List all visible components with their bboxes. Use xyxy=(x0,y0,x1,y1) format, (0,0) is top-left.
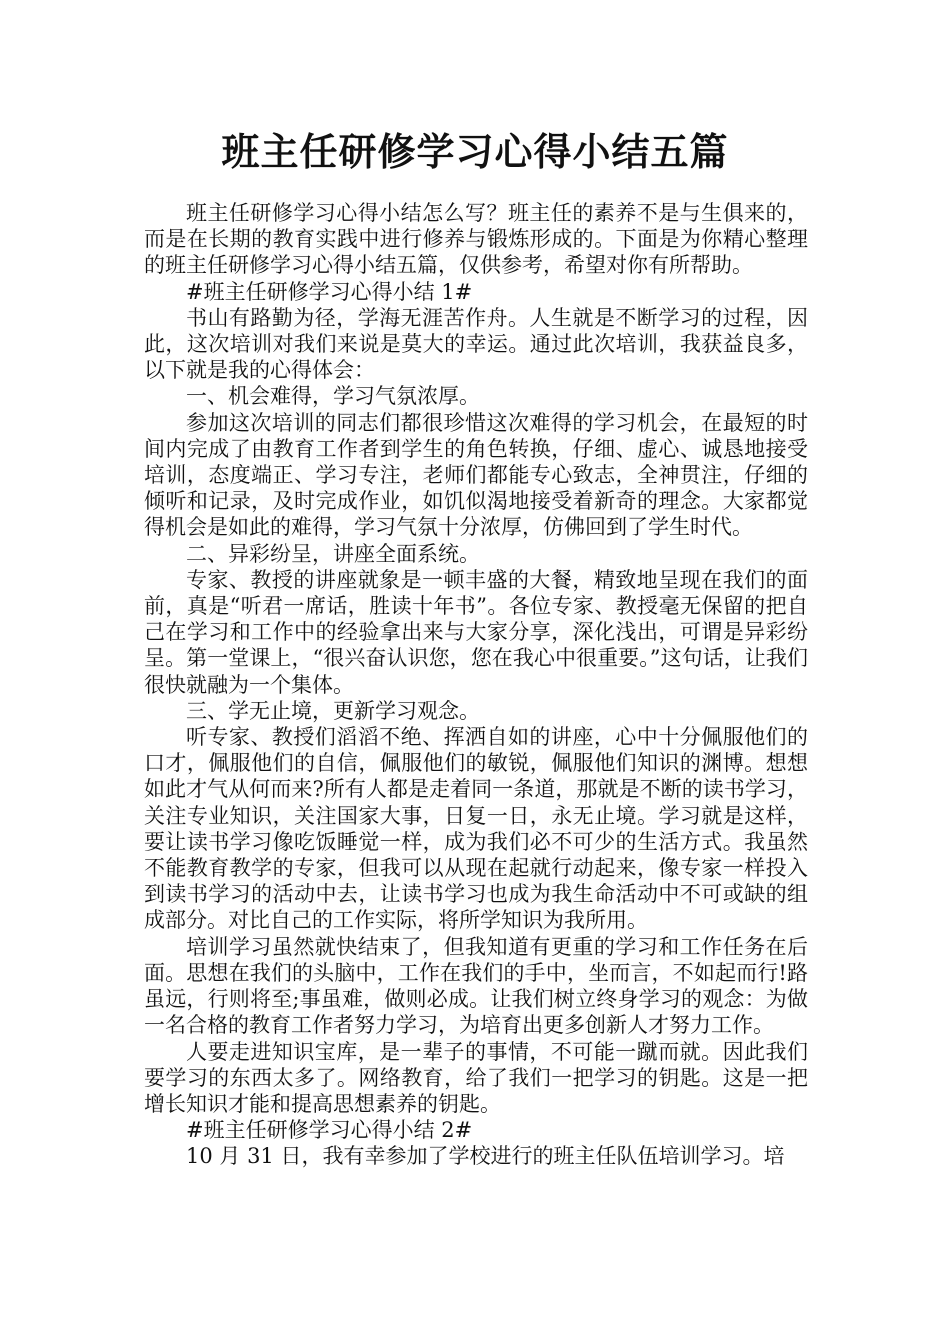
section-heading-1: #班主任研修学习心得小结 1# xyxy=(186,279,473,304)
paragraph: 10 月 31 日，我有幸参加了学校进行的班主任队伍培训学习。培 xyxy=(186,1144,785,1169)
intro-paragraph: 班主任研修学习心得小结怎么写？班主任的素养不是与生俱来的，而是在长期的教育实践中进行修养与锻炼形成的。下面是为你精心整理的班主任研修学习心得小结五篇，仅供参考，希望对你有所帮助。 xyxy=(144,201,808,278)
paragraph: 听专家、教授们滔滔不绝、挥洒自如的讲座，心中十分佩服他们的口才，佩服他们的自信，佩服他们的敏锐，佩服他们知识的渊博。想想如此才气从何而来?所有人都是走着同一条道，那就是不断的读书学习，关注专业知识，关注国家大事，日复一日，永无止境。学习就是这样，要让读书学习像吃饭睡觉一样，成为我们必不可少的生活方式。我虽然不能教育教学的专家，但我可以从现在起就行动起来，像专家一样投入到读书学习的活动中去，让读书学习也成为我生命活动中不可或缺的组成部分。对比自己的工作实际，将所学知识为我所用。 xyxy=(144,725,808,933)
section-heading-2: #班主任研修学习心得小结 2# xyxy=(186,1118,473,1143)
paragraph: 参加这次培训的同志们都很珍惜这次难得的学习机会，在最短的时间内完成了由教育工作者到学生的角色转换，仔细、虚心、诚恳地接受培训，态度端正、学习专注，老师们都能专心致志，全神贯注，仔细的倾听和记录，及时完成作业，如饥似渴地接受着新奇的理念。大家都觉得机会是如此的难得，学习气氛十分浓厚，仿佛回到了学生时代。 xyxy=(144,410,808,540)
paragraph: 人要走进知识宝库，是一辈子的事情，不可能一蹴而就。因此我们要学习的东西太多了。网络教育，给了我们一把学习的钥匙。这是一把增长知识才能和提高思想素养的钥匙。 xyxy=(144,1039,808,1116)
paragraph: 书山有路勤为径，学海无涯苦作舟。人生就是不断学习的过程，因此，这次培训对我们来说是莫大的幸运。通过此次培训，我获益良多，以下就是我的心得体会： xyxy=(144,305,808,383)
document-body xyxy=(144,200,808,1170)
document-title: 班主任研修学习心得小结五篇 xyxy=(221,130,729,174)
paragraph: 专家、教授的讲座就象是一顿丰盛的大餐，精致地呈现在我们的面前，真是“听君一席话，胜读十年书”。各位专家、教授毫无保留的把自己在学习和工作中的经验拿出来与大家分享，深化浅出，可谓是异彩纷呈。第一堂课上，“很兴奋认识您，您在我心中很重要。”这句话，让我们很快就融为一个集体。 xyxy=(144,567,808,697)
paragraph: 培训学习虽然就快结束了，但我知道有更重的学习和工作任务在后面。思想在我们的头脑中，工作在我们的手中，坐而言，不如起而行!路虽远，行则将至;事虽难，做则必成。让我们树立终身学习的观念：为做一名合格的教育工作者努力学习，为培育出更多创新人才努力工作。 xyxy=(144,934,808,1038)
subheading: 二、异彩纷呈，讲座全面系统。 xyxy=(186,541,480,566)
subheading: 三、学无止境，更新学习观念。 xyxy=(186,698,480,723)
subheading: 一、机会难得，学习气氛浓厚。 xyxy=(186,384,480,409)
